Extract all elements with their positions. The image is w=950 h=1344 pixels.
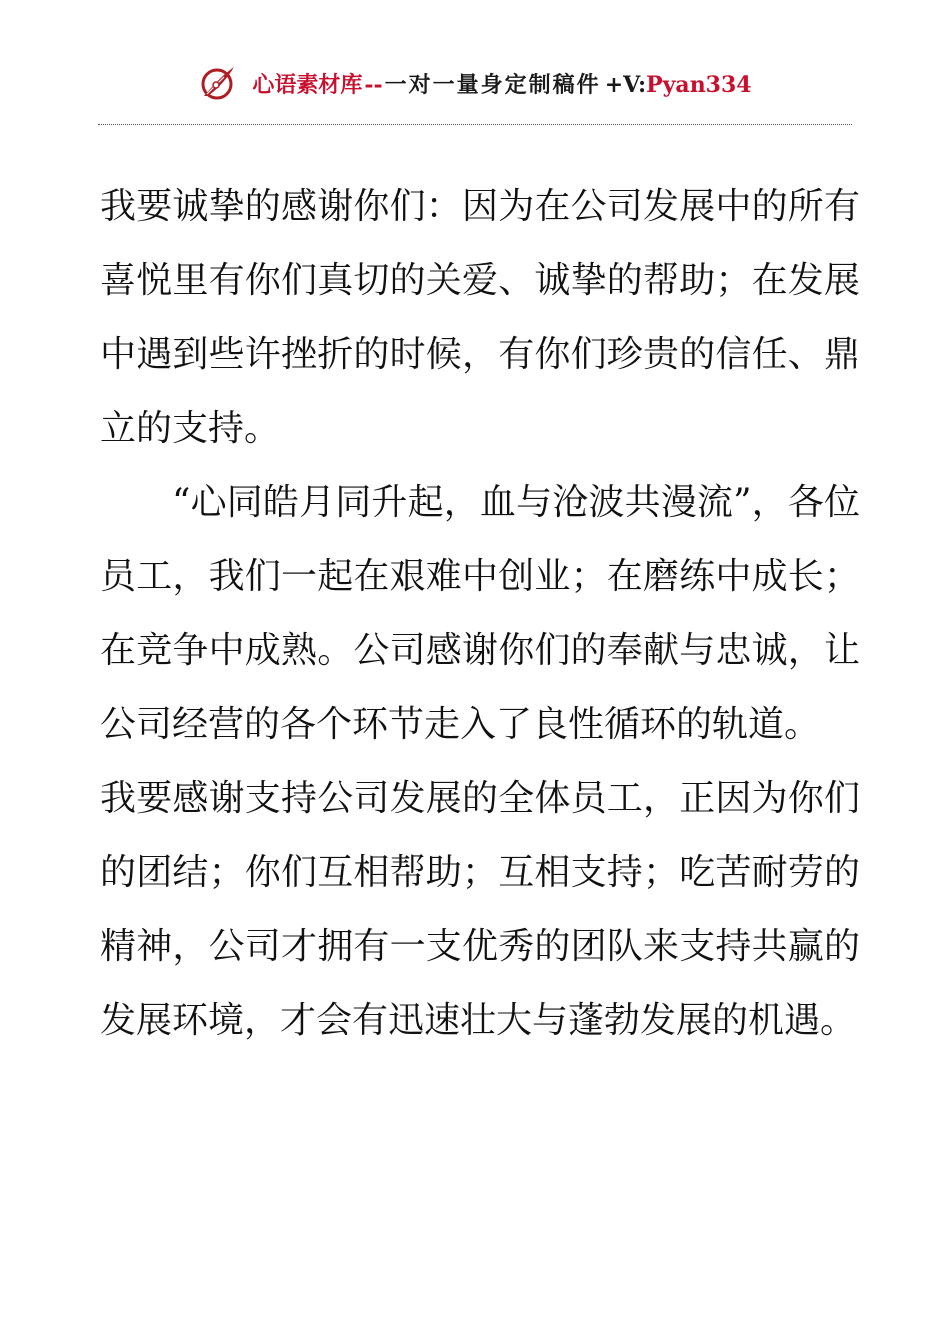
paragraph-2: “心同皓月同升起，血与沧波共漫流”，各位员工，我们一起在艰难中创业；在磨练中成长；在竞争中成熟。公司感谢你们的奉献与忠诚，让公司经营的各个环节走入了良性循环的轨道。 — [100, 482, 860, 745]
contact-value: Pyan334 — [646, 71, 752, 98]
contact-label: +V: — [604, 71, 647, 98]
header-title — [252, 68, 751, 99]
header-separator: -- — [364, 71, 383, 98]
brand-name: 心语素材库 — [252, 71, 363, 98]
header-divider — [98, 124, 852, 125]
header-slogan: 一对一量身定制稿件 — [384, 71, 601, 98]
document-body — [100, 170, 860, 1058]
paragraph-3: 我要感谢支持公司发展的全体员工，正因为你们的团结；你们互相帮助；互相支持；吃苦耐劳的精神，公司才拥有一支优秀的团队来支持共赢的发展环境，才会有迅速壮大与蓬勃发展的机遇。 — [100, 778, 860, 1041]
paragraph-1: 我要诚挚的感谢你们：因为在公司发展中的所有喜悦里有你们真切的关爱、诚挚的帮助；在发展中遇到些许挫折的时候，有你们珍贵的信任、鼎立的支持。 — [100, 186, 860, 449]
page-header — [0, 58, 950, 108]
quill-pen-logo-icon — [198, 63, 238, 103]
